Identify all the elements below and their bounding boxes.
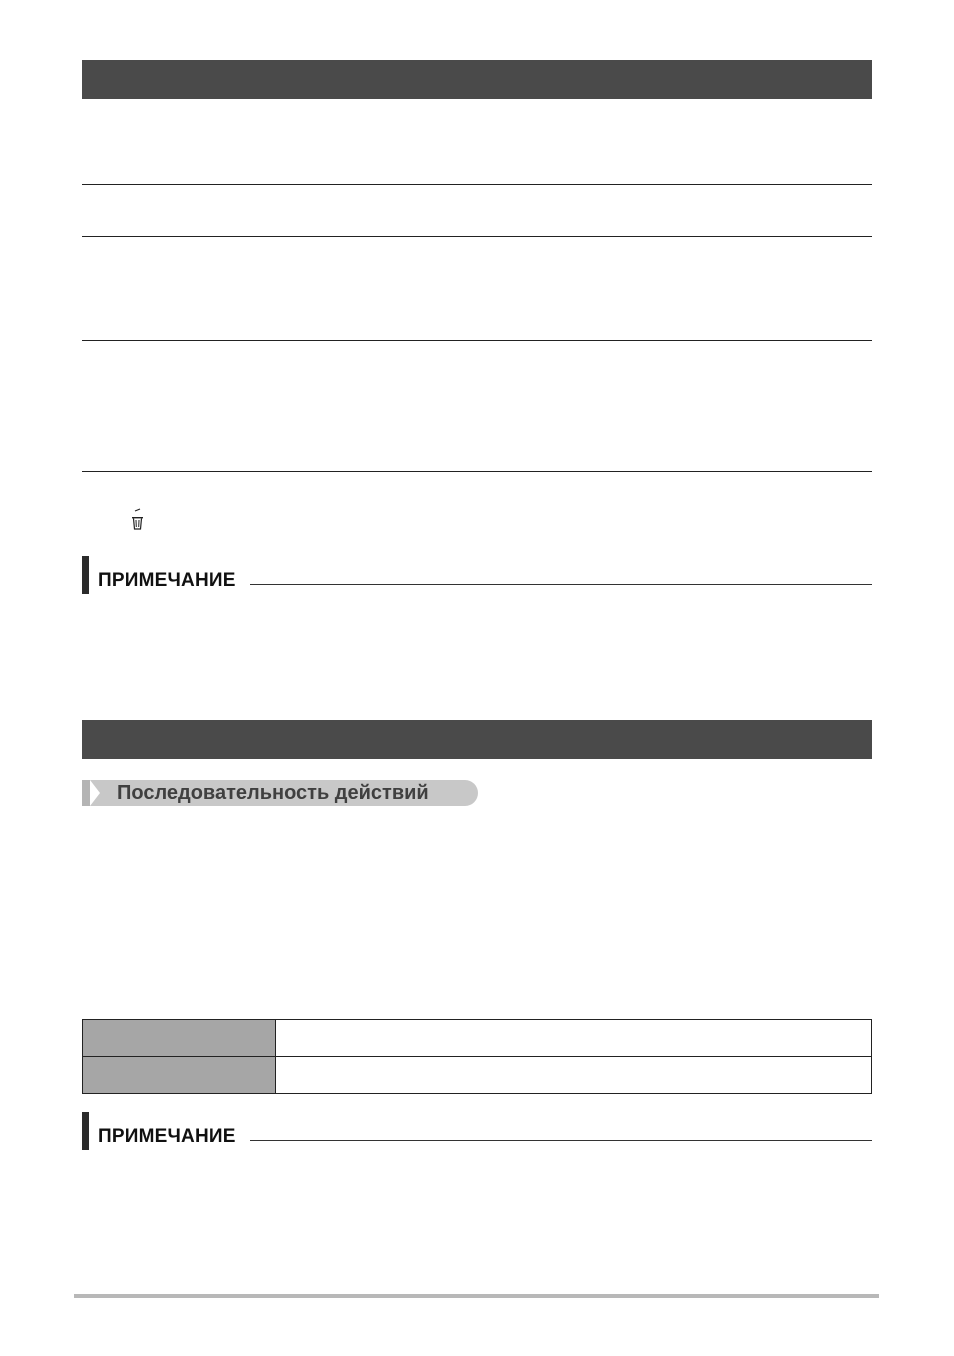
settings-table — [82, 1019, 872, 1094]
note-marker — [82, 1112, 89, 1150]
table-row — [83, 1020, 872, 1057]
table-key-cell — [83, 1020, 276, 1057]
table-row-divider — [82, 340, 872, 341]
procedure-heading-notch — [90, 780, 100, 806]
note-block — [82, 556, 872, 594]
table-row — [83, 1057, 872, 1094]
procedure-heading-cap — [82, 780, 90, 806]
trash-icon — [130, 508, 146, 532]
procedure-heading-label: Последовательность действий — [117, 782, 429, 804]
table-key-cell — [83, 1057, 276, 1094]
note-divider — [250, 584, 872, 585]
section-header-bar-2 — [82, 720, 872, 759]
procedure-heading — [82, 780, 478, 806]
table-row-divider — [82, 471, 872, 472]
table-row-divider — [82, 184, 872, 185]
note-marker — [82, 556, 89, 594]
table-value-cell — [276, 1020, 872, 1057]
table-value-cell — [276, 1057, 872, 1094]
note-divider — [250, 1140, 872, 1141]
table-row-divider — [82, 236, 872, 237]
footer-rule — [74, 1294, 879, 1298]
note-title: ПРИМЕЧАНИЕ — [98, 570, 236, 591]
section-header-bar-1 — [82, 60, 872, 99]
note-block — [82, 1112, 872, 1150]
note-title: ПРИМЕЧАНИЕ — [98, 1126, 236, 1147]
